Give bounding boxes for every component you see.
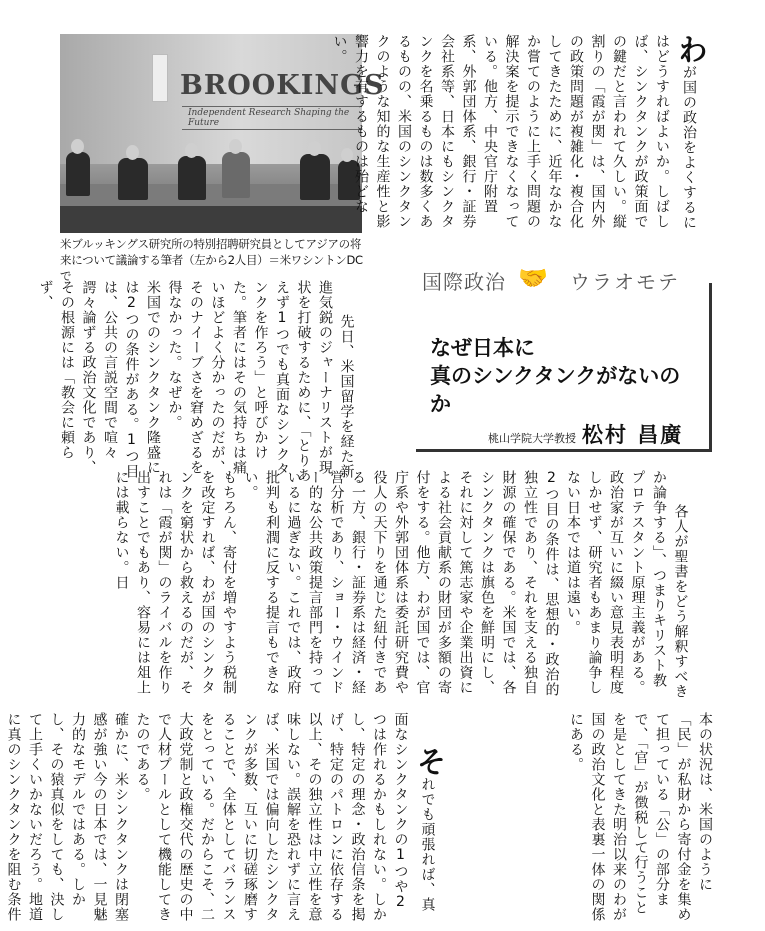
photo-caption: 米ブルッキングス研究所の特別招聘研究員としてアジアの将来について議論する筆者（左から2人目）＝米ワシントンDCで [60,237,363,283]
photo-pillar [152,54,168,102]
brookings-photo [60,34,385,233]
panelist-4-head [229,139,242,154]
panelist-4 [222,152,250,198]
brookings-logo-text: BROOKINGS [180,70,385,101]
so-text: れでも頑張れば、真面なシンクタンクの1つや2つは作れるかもしれない。しかし、特定の理念・政治信条を掲げ、特定のパトロンに依存する以上、その独立性は中立性を意味しない。誤解を恐れずに言えば、米国では偏向したシンクタンクが多数、互いに切磋琢磨することで、全体としてバランスをとっている。だからこそ、二大政党制と政権交代の歴史の中で人材プールとして機能してきたのである。 確かに、米シンクタンクは閉塞感が強い今の日本では、一見魅力的なモデルではある。しかし、その猿真似をしても、決して上手くいかないだろう。地道に真のシンクタンクを阻む条件 [5,712,436,922]
mid-left-text-block [37,280,378,488]
so-dropcap: そ [410,746,446,777]
panelist-5 [300,154,330,200]
series-header [410,262,710,294]
author-name: 松村 昌廣 [582,422,684,447]
panelist-5-head [308,141,321,156]
intro-text-block [331,34,707,239]
handshake-icon: 🤝 [518,264,548,292]
series-label-left: 国際政治 [422,270,506,294]
bottom-so-text-block [5,712,466,922]
panelist-1 [66,152,90,196]
photo-audience [60,206,362,233]
panelist-2 [118,158,148,200]
headline-line-2: 真のシンクタンクがないのか [430,364,681,416]
series-label-right: ウラオモテ [570,270,680,294]
lower-left-text-block [62,470,712,702]
mid-left-text: 先日、米国留学を経た新進気鋭のジャーナリストが現状を打破するために、「とりあえず1つでも真面なシンクタンクを作ろう」と呼びかけた。筆者にはその気持ちは痛いほどよく分かったのだが、そのナイーブさを窘めざるを得なかった。なぜか。 米国でのシンクタンク隆盛には2つの条件がある。1つ目は、公共の言説空間で喧々諤々論ずる政治文化であり、その根源には「教会に頼らず、 [37,280,355,483]
author-byline [488,419,708,449]
author-affiliation: 桃山学院大学教授 [488,432,576,445]
brookings-tagline: Independent Research Shaping the Future [182,106,362,130]
panelist-2-head [126,145,139,160]
headline-line-1: なぜ日本に [430,336,535,360]
lower-left-text: 各人が聖書をどう解釈すべきか論争する」、つまりキリスト教プロテスタント原理主義がある。政治家が互いに綴い意見表明程度しかせず、研究者もあまり論争しない日本では道は遠い。 2つ目の条件は、思想的・政治的独立性であり、それを支える独自財源の確保である。米国では、各シンクタンクは旗色を鮮明にし、それに対して篤志家や企業出資による社会貢献系の財団が多額の寄付をする。他方、わが国では、官庁系や外郭団体系は委託研究費や役人の天下りを通じた紐付きである一方、銀行・証券系は経済・経営分析であり、ショー・ウインドー的な公共政策提言部門を持っているに過ぎない。これでは、政府批判も利潤に反する提言もできない。 もちろん、寄付を増やすよう税制を改定すれば、わが国のシンクタンクを窮状から救えるのだが、それは「霞が関」のライバルを作り出すことでもあり、容易には俎上には載らない。日 [113,470,689,699]
intro-dropcap: わ [672,34,707,65]
panelist-3 [178,156,206,200]
bottom-right-text-block [470,712,715,922]
panelist-1-head [71,139,84,154]
bottom-right-text: 本の状況は、米国のように「民」が私財から寄付金を集めて担っている「公」の部分まで、「官」が徴税して行うことを是としてきた明治以来のわが国の政治文化と表裏一体の関係にある。 [568,712,713,922]
panelist-3-head [185,143,198,158]
article-headline [430,334,700,418]
intro-text: が国の政治をよくするにはどうすればよいか。しばしば、シンクタンクが政策面での鍵だと言われて久しい。縦割りの「霞が関」は、国内外の政策問題が複雑化・複合化してきたために、近年なかなか嘗てのように上手く問題の解決案を提示できなくなっている。他方、中央官庁附置系、外郭団体系、銀行・証券会社系等、日本にもシンクタンクを名乗るものは数多くあるものの、米国のシンクタンクのような知的な生産性と影響力を有するものは殆どない。 [331,34,697,230]
